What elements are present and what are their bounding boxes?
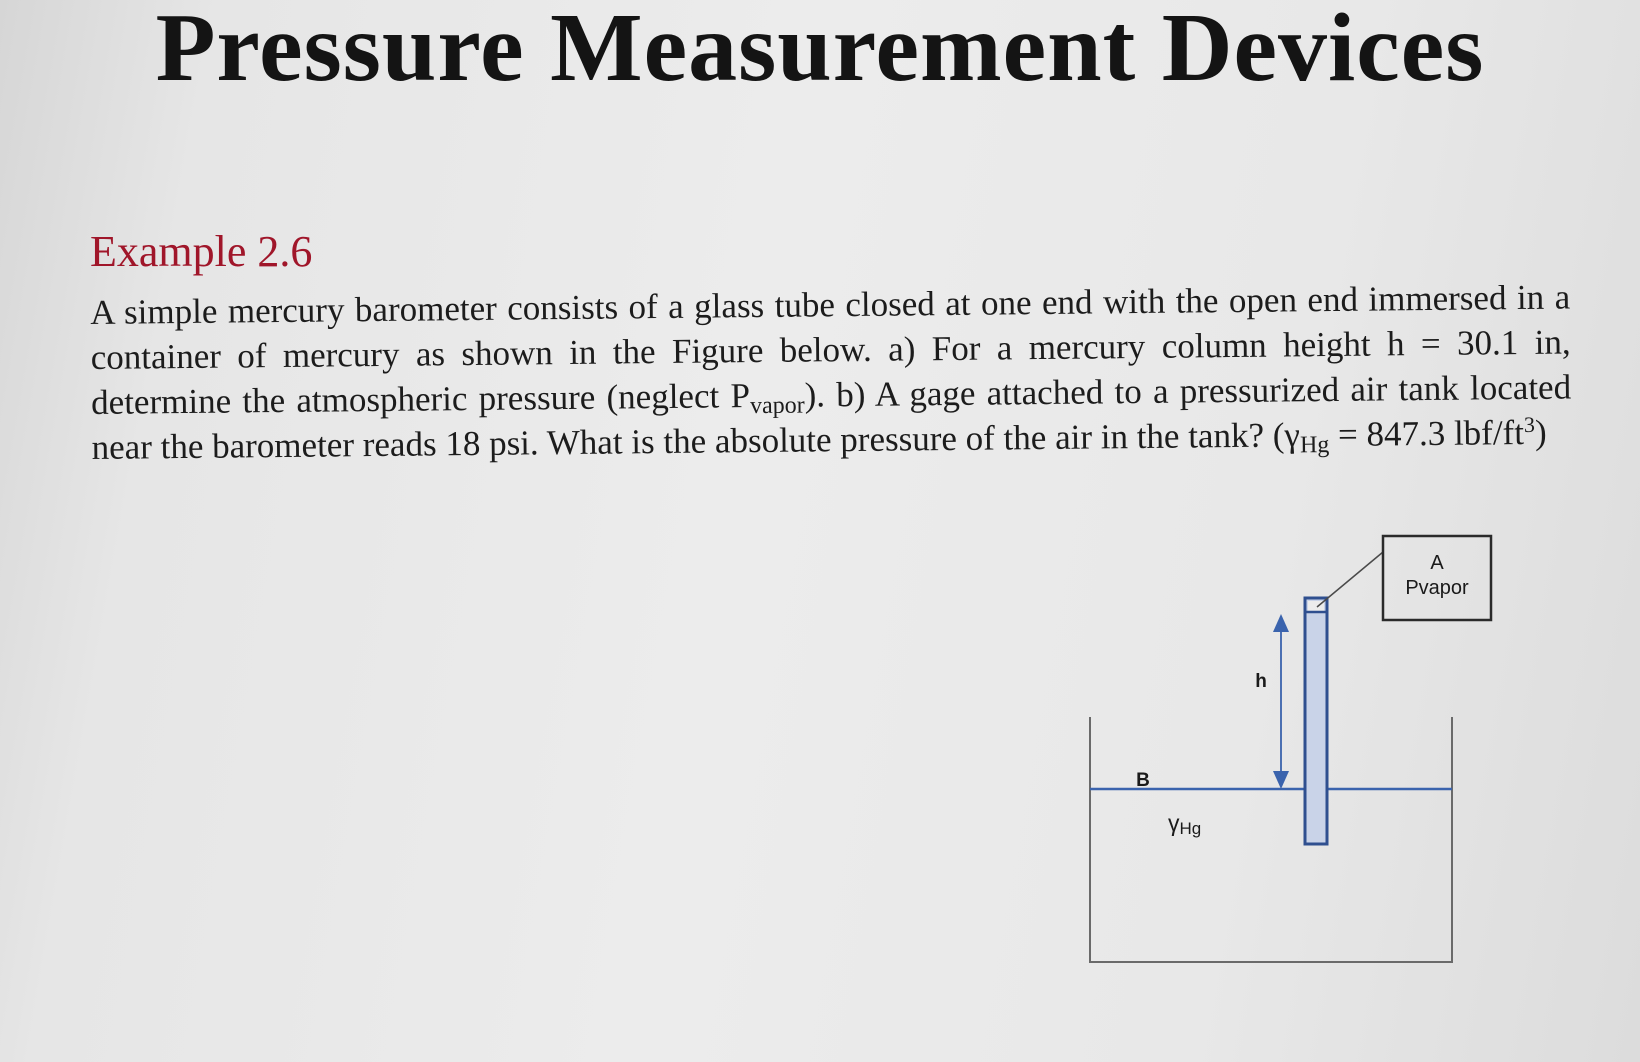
vapor-subscript: vapor: [749, 392, 805, 420]
label-a: A: [1430, 552, 1444, 574]
example-heading: Example 2.6: [90, 227, 313, 276]
label-gamma-hg: [1168, 810, 1201, 838]
pvapor-leader-line: [1317, 552, 1383, 607]
cubed-superscript: 3: [1523, 411, 1535, 437]
barometer-tube: [1305, 598, 1327, 844]
gamma-symbol: γ: [1168, 810, 1180, 836]
hg-subscript: Hg: [1299, 432, 1330, 459]
gamma-subscript: Hg: [1179, 819, 1202, 838]
problem-text-part1: A simple mercury barometer consists of a glass tube closed at one end with the open end immersed in a container of mercury as shown in the Figure below. a) For a mercury column height h = 30.1 in, determine the atmospheric pressure (neglect P: [90, 277, 1571, 422]
problem-text-part3: = 847.3 lbf/ft: [1329, 412, 1525, 455]
label-b: B: [1136, 770, 1150, 791]
label-h: h: [1255, 671, 1267, 692]
mercury-container: [1090, 717, 1452, 962]
problem-text-part2: ). b) A gage attached to a pressurized air tank located near the barometer reads 18 psi. What is the absolute pressure of the air in the tank? (γ: [91, 367, 1572, 467]
problem-text-part4: ): [1534, 412, 1547, 452]
slide-title: Pressure Measurement Devices: [155, 0, 1485, 102]
h-arrow-up-icon: [1273, 614, 1289, 632]
h-arrow-down-icon: [1273, 771, 1289, 789]
label-pvapor: Pvapor: [1405, 577, 1469, 599]
